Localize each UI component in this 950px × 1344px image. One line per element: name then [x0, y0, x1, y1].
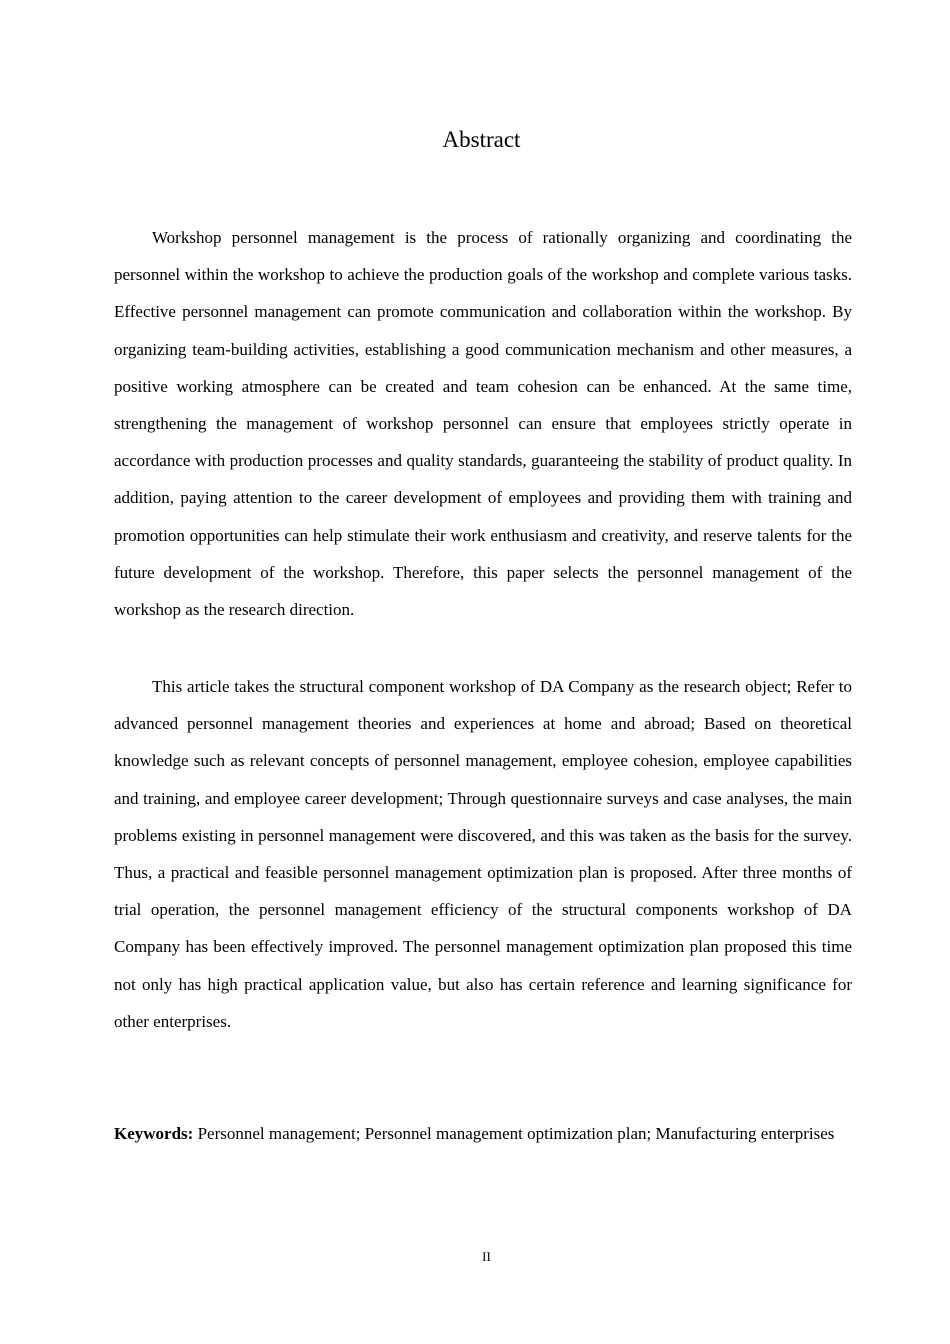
- abstract-paragraph-2: This article takes the structural component workshop of DA Company as the research object; Refer to advanced personnel management theories and experiences at home and abroad; Based on theoretical knowledge such as relevant concepts of personnel management, employee cohesion, employee capabilities and training, and employee career development; Through questionnaire surveys and case analyses, the main problems existing in personnel management were discovered, and this was taken as the basis for the survey. Thus, a practical and feasible personnel management optimization plan is proposed. After three months of trial operation, the personnel management efficiency of the structural components workshop of DA Company has been effectively improved. The personnel management optimization plan proposed this time not only has high practical application value, but also has certain reference and learning significance for other enterprises.: [114, 677, 852, 1031]
- abstract-paragraph-1: Workshop personnel management is the process of rationally organizing and coordinating the personnel within the workshop to achieve the production goals of the workshop and complete various tasks. Effective personnel management can promote communication and collaboration within the workshop. By organizing team-building activities, establishing a good communication mechanism and other measures, a positive working atmosphere can be created and team cohesion can be enhanced. At the same time, strengthening the management of workshop personnel can ensure that employees strictly operate in accordance with production processes and quality standards, guaranteeing the stability of product quality. In addition, paying attention to the career development of employees and providing them with training and promotion opportunities can help stimulate their work enthusiasm and creativity, and reserve talents for the future development of the workshop. Therefore, this paper selects the personnel management of the workshop as the research direction.: [114, 228, 852, 620]
- page-title: Abstract: [442, 127, 521, 152]
- page-number: II: [482, 1249, 491, 1264]
- keywords-label: Keywords:: [114, 1124, 194, 1143]
- keywords-text: Personnel management; Personnel management optimization plan; Manufacturing enterprises: [193, 1124, 835, 1143]
- keywords-line: [114, 1116, 850, 1152]
